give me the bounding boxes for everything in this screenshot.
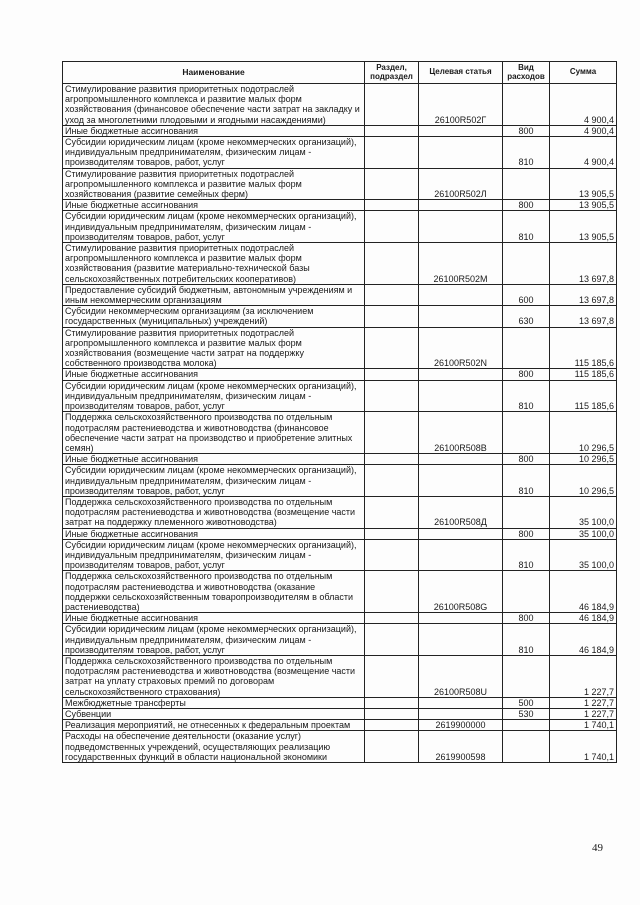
row-type: 810 (503, 211, 550, 243)
row-type (503, 327, 550, 369)
row-target (419, 528, 503, 539)
row-name: Субсидии некоммерческим организациям (за исключением государственных (муниципальных) учреждений) (63, 306, 365, 327)
table-row (63, 720, 617, 731)
row-section (365, 697, 419, 708)
row-type (503, 655, 550, 697)
row-name: Иные бюджетные ассигнования (63, 528, 365, 539)
row-name: Предоставление субсидий бюджетным, автономным учреждениям и иным некоммерческим организациям (63, 284, 365, 305)
row-name: Субсидии юридическим лицам (кроме некоммерческих организаций), индивидуальным предпринимателям, физическим лицам - производителям товаров, работ, услуг (63, 211, 365, 243)
row-sum: 35 100,0 (550, 539, 617, 571)
table-row (63, 369, 617, 380)
row-target: 26100R508Д (419, 496, 503, 528)
table-row (63, 528, 617, 539)
table-body (63, 84, 617, 763)
row-sum: 13 905,5 (550, 168, 617, 200)
row-section (365, 243, 419, 285)
row-type: 530 (503, 708, 550, 719)
table-header (63, 62, 617, 84)
row-target: 26100R508U (419, 655, 503, 697)
row-name: Субсидии юридическим лицам (кроме некоммерческих организаций), индивидуальным предпринимателям, физическим лицам - производителям товаров, работ, услуг (63, 539, 365, 571)
table-row (63, 496, 617, 528)
row-section (365, 380, 419, 412)
header-target: Целевая статья (419, 62, 503, 84)
row-name: Субвенции (63, 708, 365, 719)
table-row (63, 125, 617, 136)
row-type: 600 (503, 284, 550, 305)
row-sum: 1 227,7 (550, 655, 617, 697)
row-name: Иные бюджетные ассигнования (63, 200, 365, 211)
row-sum: 46 184,9 (550, 624, 617, 656)
table-row (63, 454, 617, 465)
row-target (419, 708, 503, 719)
row-target (419, 613, 503, 624)
row-target (419, 454, 503, 465)
row-section (365, 708, 419, 719)
row-target: 26100R502Л (419, 168, 503, 200)
table-row (63, 84, 617, 126)
row-sum: 4 900,4 (550, 84, 617, 126)
row-type (503, 731, 550, 763)
row-sum: 1 740,1 (550, 720, 617, 731)
row-sum: 1 227,7 (550, 708, 617, 719)
row-sum: 13 697,8 (550, 284, 617, 305)
table-row (63, 412, 617, 454)
row-name: Иные бюджетные ассигнования (63, 125, 365, 136)
row-section (365, 84, 419, 126)
row-section (365, 125, 419, 136)
table-row (63, 200, 617, 211)
row-target (419, 465, 503, 497)
row-name: Субсидии юридическим лицам (кроме некоммерческих организаций), индивидуальным предпринимателям, физическим лицам - производителям товаров, работ, услуг (63, 465, 365, 497)
row-name: Стимулирование развития приоритетных подотраслей агропромышленного комплекса и развитие малых форм хозяйствования (развитие семейных ферм) (63, 168, 365, 200)
row-section (365, 137, 419, 169)
row-section (365, 454, 419, 465)
page-number: 49 (592, 842, 603, 854)
row-section (365, 496, 419, 528)
row-type (503, 168, 550, 200)
table-row (63, 211, 617, 243)
row-type: 800 (503, 200, 550, 211)
header-sum: Сумма (550, 62, 617, 84)
row-name: Расходы на обеспечение деятельности (оказание услуг) подведомственных учреждений, осуществляющих реализацию государственных функций в области национальной экономики (63, 731, 365, 763)
row-type (503, 412, 550, 454)
row-sum: 13 697,8 (550, 243, 617, 285)
row-target (419, 380, 503, 412)
row-sum: 35 100,0 (550, 496, 617, 528)
table-row (63, 613, 617, 624)
header-section: Раздел, подраздел (365, 62, 419, 84)
table-row (63, 327, 617, 369)
table-row (63, 571, 617, 613)
row-section (365, 731, 419, 763)
table-row (63, 168, 617, 200)
row-target (419, 697, 503, 708)
row-sum: 115 185,6 (550, 327, 617, 369)
table-row (63, 137, 617, 169)
table-row (63, 465, 617, 497)
row-name: Поддержка сельскохозяйственного производства по отдельным подотраслям растениеводства и животноводства (возмещение части затрат на уплату страховых премий по договорам сельскохозяйственного страхования) (63, 655, 365, 697)
row-sum: 10 296,5 (550, 412, 617, 454)
table-row (63, 284, 617, 305)
row-sum: 115 185,6 (550, 380, 617, 412)
row-target (419, 125, 503, 136)
row-sum: 13 905,5 (550, 200, 617, 211)
row-name: Иные бюджетные ассигнования (63, 454, 365, 465)
row-sum: 1 740,1 (550, 731, 617, 763)
row-section (365, 168, 419, 200)
row-name: Иные бюджетные ассигнования (63, 613, 365, 624)
table-row (63, 731, 617, 763)
row-type: 810 (503, 624, 550, 656)
table-row (63, 539, 617, 571)
row-sum: 1 227,7 (550, 697, 617, 708)
row-type (503, 496, 550, 528)
row-type: 800 (503, 528, 550, 539)
row-sum: 10 296,5 (550, 454, 617, 465)
row-sum: 13 905,5 (550, 211, 617, 243)
row-type: 810 (503, 465, 550, 497)
row-name: Субсидии юридическим лицам (кроме некоммерческих организаций), индивидуальным предпринимателям, физическим лицам - производителям товаров, работ, услуг (63, 137, 365, 169)
row-target (419, 624, 503, 656)
table-row (63, 655, 617, 697)
row-sum: 35 100,0 (550, 528, 617, 539)
header-type: Вид расходов (503, 62, 550, 84)
row-type: 630 (503, 306, 550, 327)
row-sum: 4 900,4 (550, 137, 617, 169)
row-sum: 10 296,5 (550, 465, 617, 497)
row-type (503, 720, 550, 731)
row-target (419, 137, 503, 169)
row-name: Субсидии юридическим лицам (кроме некоммерческих организаций), индивидуальным предпринимателям, физическим лицам - производителям товаров, работ, услуг (63, 380, 365, 412)
row-sum: 115 185,6 (550, 369, 617, 380)
row-section (365, 306, 419, 327)
table-row (63, 243, 617, 285)
row-target: 2619900000 (419, 720, 503, 731)
row-target: 26100R508B (419, 412, 503, 454)
row-type: 800 (503, 369, 550, 380)
row-name: Поддержка сельскохозяйственного производства по отдельным подотраслям растениеводства и животноводства (оказание поддержки сельскохозяйственным товаропроизводителям в области растениеводства) (63, 571, 365, 613)
row-section (365, 624, 419, 656)
table-row (63, 697, 617, 708)
row-target (419, 211, 503, 243)
row-target: 26100R502N (419, 327, 503, 369)
row-name: Реализация мероприятий, не отнесенных к федеральным проектам (63, 720, 365, 731)
row-section (365, 369, 419, 380)
table-row (63, 624, 617, 656)
row-section (365, 412, 419, 454)
row-type: 810 (503, 539, 550, 571)
row-type (503, 243, 550, 285)
row-target: 26100R502Г (419, 84, 503, 126)
row-section (365, 571, 419, 613)
row-section (365, 200, 419, 211)
table-row (63, 306, 617, 327)
row-name: Субсидии юридическим лицам (кроме некоммерческих организаций), индивидуальным предпринимателям, физическим лицам - производителям товаров, работ, услуг (63, 624, 365, 656)
row-target: 26100R502M (419, 243, 503, 285)
row-target (419, 200, 503, 211)
row-name: Стимулирование развития приоритетных подотраслей агропромышленного комплекса и развитие малых форм хозяйствования (развитие материально-технической базы сельскохозяйственных потребительских кооперативов) (63, 243, 365, 285)
table-row (63, 380, 617, 412)
row-type (503, 571, 550, 613)
row-section (365, 211, 419, 243)
table-row (63, 708, 617, 719)
row-section (365, 465, 419, 497)
row-type: 800 (503, 613, 550, 624)
row-sum: 46 184,9 (550, 571, 617, 613)
row-type: 500 (503, 697, 550, 708)
row-target (419, 369, 503, 380)
row-sum: 46 184,9 (550, 613, 617, 624)
row-type: 800 (503, 454, 550, 465)
budget-table (62, 61, 617, 763)
row-name: Межбюджетные трансферты (63, 697, 365, 708)
row-section (365, 327, 419, 369)
row-name: Поддержка сельскохозяйственного производства по отдельным подотраслям растениеводства и животноводства (возмещение части затрат на поддержку племенного животноводства) (63, 496, 365, 528)
row-name: Иные бюджетные ассигнования (63, 369, 365, 380)
row-section (365, 613, 419, 624)
row-section (365, 720, 419, 731)
row-name: Поддержка сельскохозяйственного производства по отдельным подотраслям растениеводства и животноводства (финансовое обеспечение части затрат на производство и приобретение элитных семян) (63, 412, 365, 454)
row-section (365, 539, 419, 571)
row-sum: 4 900,4 (550, 125, 617, 136)
row-section (365, 284, 419, 305)
row-name: Стимулирование развития приоритетных подотраслей агропромышленного комплекса и развитие малых форм хозяйствования (финансовое обеспечение части затрат на закладку и уход за многолетними плодовыми и ягодными насаждениями) (63, 84, 365, 126)
row-type: 810 (503, 137, 550, 169)
row-target (419, 306, 503, 327)
row-type (503, 84, 550, 126)
row-sum: 13 697,8 (550, 306, 617, 327)
row-target: 26100R508G (419, 571, 503, 613)
row-type: 810 (503, 380, 550, 412)
row-target (419, 539, 503, 571)
header-name: Наименование (63, 62, 365, 84)
row-type: 800 (503, 125, 550, 136)
row-section (365, 528, 419, 539)
row-target (419, 284, 503, 305)
row-name: Стимулирование развития приоритетных подотраслей агропромышленного комплекса и развитие малых форм хозяйствования (возмещение части затрат на поддержку собственного производства молока) (63, 327, 365, 369)
row-target: 2619900598 (419, 731, 503, 763)
row-section (365, 655, 419, 697)
